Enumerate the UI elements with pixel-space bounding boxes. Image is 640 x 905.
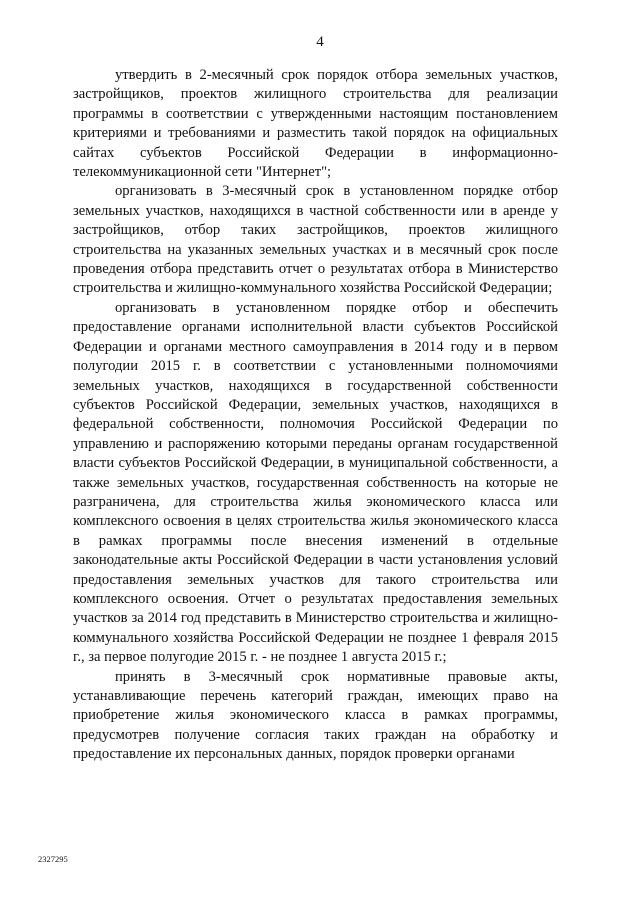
paragraph-land-provision: организовать в установленном порядке отбор и обеспечить предоставление органами исполнительной власти субъектов Российской Федерации и органами местного самоуправления в 2014 году и в первом полугодии 2015 г. в соответствии с установленными полномочиями земельных участков, находящихся в государственной собственности субъектов Российской Федерации, земельных участков, находящихся в федеральной собственности, полномочия Российской Федерации по управлению и распоряжению которыми переданы органам государственной власти субъектов Российской Федерации, в муниципальной собственности, а также земельных участков, государственная собственность на которые не разграничена, для строительства жилья экономического класса или комплексного освоения в целях строительства жилья экономического класса в рамках программы после внесения изменений в отдельные законодательные акты Российской Федерации в части установления условий предоставления земельных участков для такого строительства или комплексного освоения. Отчет о результатах предоставления земельных участков за 2014 год представить в Министерство строительства и жилищно-коммунального хозяйства Российской Федерации не позднее 1 февраля 2015 г., за первое полугодие 2015 г. - не позднее 1 августа 2015 г.; — [73, 299, 558, 666]
document-code: 2327295 — [38, 854, 68, 864]
paragraph-organize-selection: организовать в 3-месячный срок в установленном порядке отбор земельных участков, находящихся в частной собственности или в аренде у застройщиков, отбор таких застройщиков, проектов жилищного строительства на указанных земельных участках и в месячный срок после проведения отбора представить отчет о результатах отбора в Министерство строительства и жилищно-коммунального хозяйства Российской Федерации; — [73, 183, 558, 297]
paragraph-adopt-acts: принять в 3-месячный срок нормативные правовые акты, устанавливающие перечень категорий граждан, имеющих право на приобретение жилья экономического класса в рамках программы, предусмотрев получение согласия таких граждан на обработку и предоставление их персональных данных, порядок проверки органами — [73, 668, 558, 763]
paragraph-approve-procedure: утвердить в 2-месячный срок порядок отбора земельных участков, застройщиков, проектов жилищного строительства для реализации программы в соответствии с утвержденными настоящим постановлением критериями и требованиями и разместить такой порядок на официальных сайтах субъектов Российской Федерации в информационно-телекоммуникационной сети "Интернет"; — [73, 67, 558, 181]
document-body — [73, 66, 558, 765]
page-number: 4 — [316, 34, 324, 50]
